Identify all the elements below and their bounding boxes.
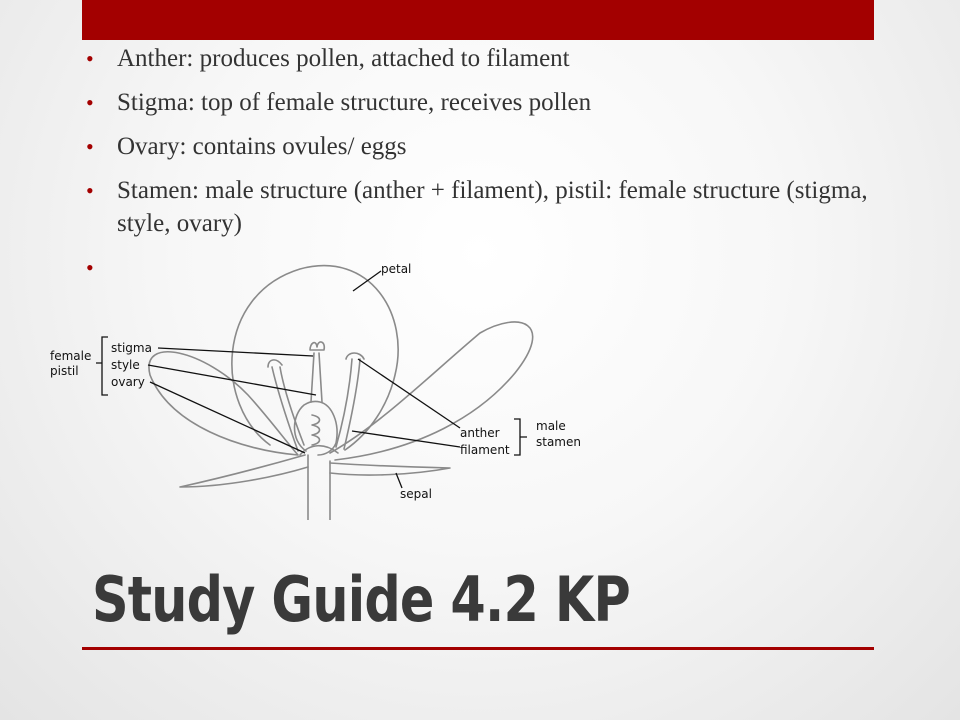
page-title: Study Guide 4.2 KP [92,563,630,636]
sepal-left-outline [180,455,308,487]
bullet-item [86,86,876,119]
diagram-label-ovary: ovary [111,375,145,389]
bullet-text: Stigma: top of female structure, receives pollen [117,89,592,116]
bullet-item [86,130,876,163]
diagram-label-male: male [536,419,566,433]
top-accent-bar [82,0,874,40]
leader-anther [358,359,460,428]
stem-outline [308,455,330,520]
diagram-label-filament: filament [460,443,510,457]
petal-right-outline [330,322,533,460]
title-underline [82,647,874,650]
stigma-outline [310,342,324,350]
diagram-label-petal: petal [381,262,412,276]
flower-diagram [0,255,600,520]
bracket-female [96,337,108,395]
diagram-label-sepal: sepal [400,487,432,501]
bracket-male [514,419,527,455]
diagram-label-stamen: stamen [536,435,581,449]
petal-back-outline [232,266,398,450]
leader-stigma [158,348,313,356]
bullet-text: Anther: produces pollen, attached to filament [117,45,570,72]
bullet-text: Stamen: male structure (anther + filament), pistil: female structure (stigma, style, ovary) [117,177,868,237]
sepal-outline [330,463,450,475]
diagram-label-style: style [111,358,140,372]
diagram-label-female: female [50,349,92,363]
bullet-marker: • [86,46,94,71]
ovules-outline [312,415,320,445]
bullet-marker: • [86,90,94,115]
bullet-marker: • [86,134,94,159]
diagram-label-pistil: pistil [50,364,79,378]
bullet-item [86,174,876,240]
bullet-item [86,42,876,75]
leader-sepal [396,473,402,488]
diagram-label-anther: anther [460,426,500,440]
left-stamen-outline [268,360,304,451]
bullet-marker: • [86,255,94,280]
bullet-text: Ovary: contains ovules/ eggs [117,133,407,160]
leader-ovary [150,382,305,453]
diagram-label-stigma: stigma [111,341,152,355]
bullet-marker: • [86,178,94,203]
ovary-outline [295,401,338,455]
